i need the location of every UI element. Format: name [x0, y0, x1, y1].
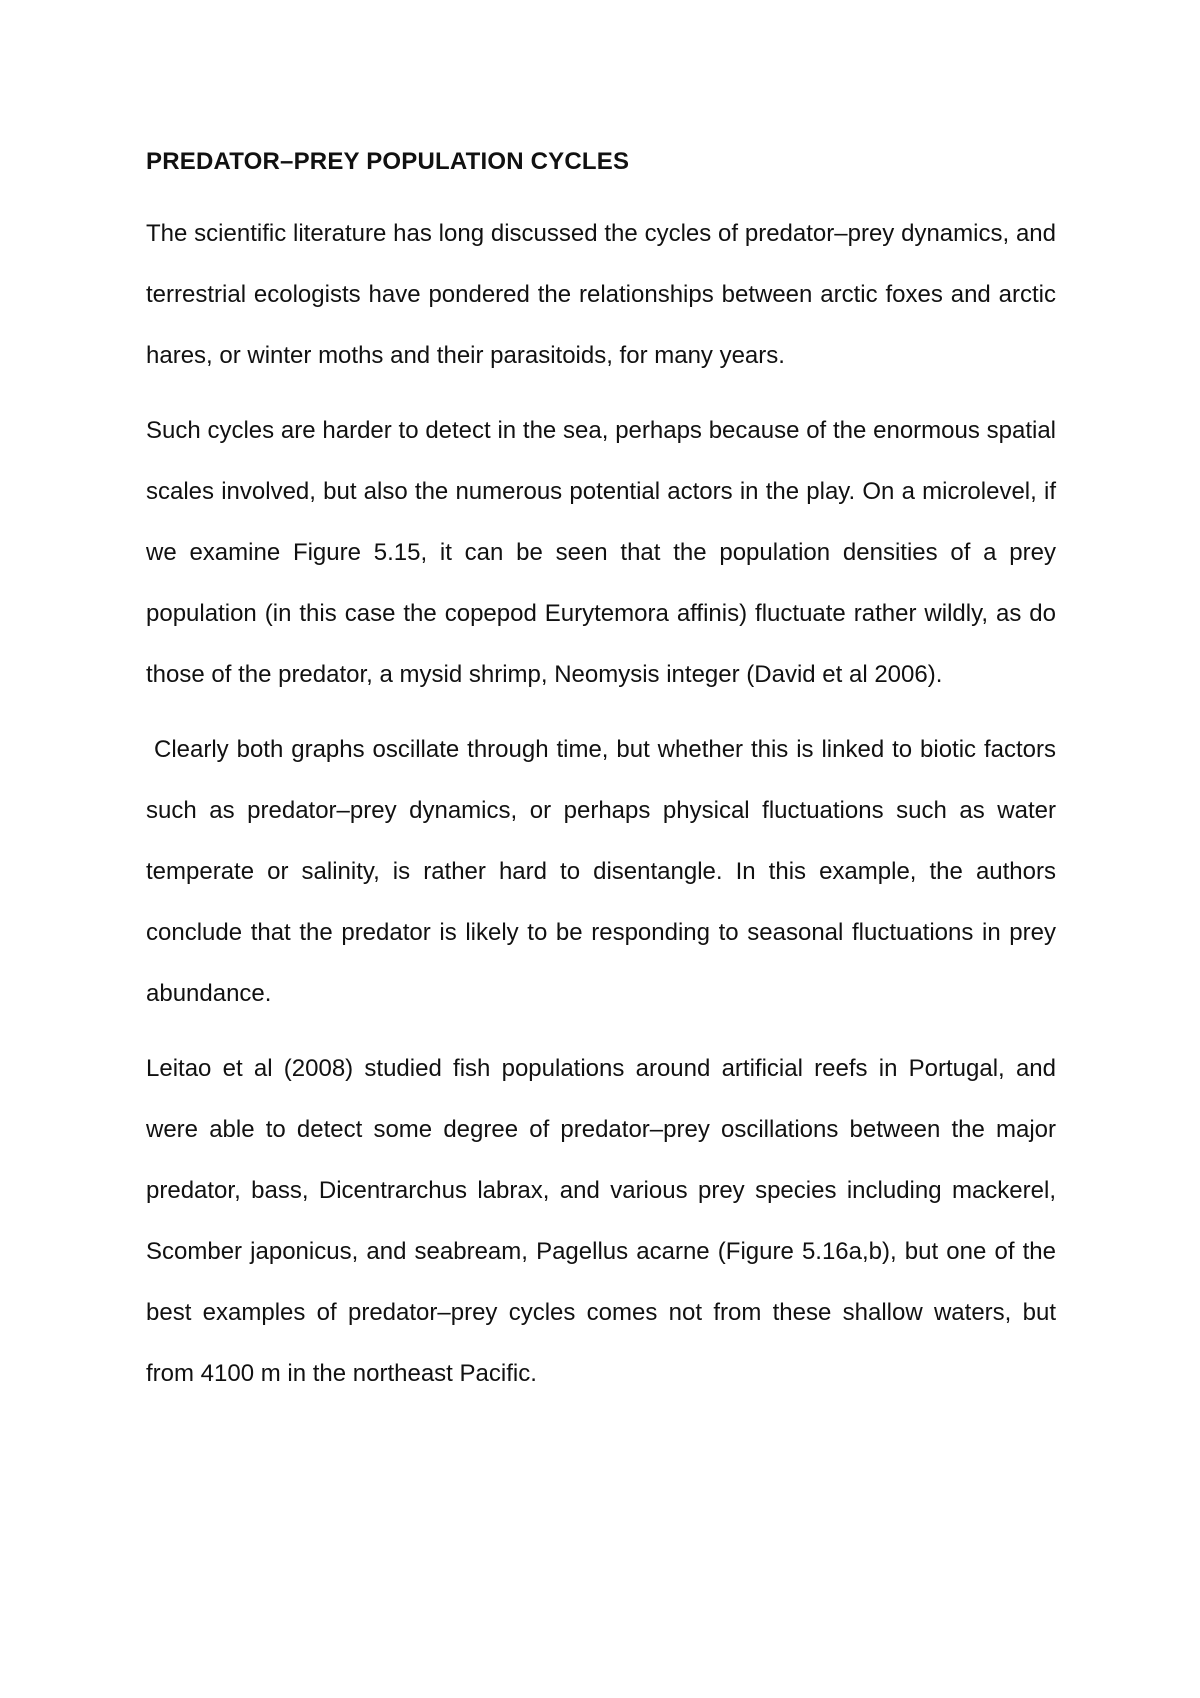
document-title: PREDATOR–PREY POPULATION CYCLES [146, 148, 630, 175]
paragraph-1: The scientific literature has long discussed the cycles of predator–prey dynamics, and terrestrial ecologists have pondered the relationships between arctic foxes and arctic hares, or winter moths and their parasitoids, for many years. [146, 220, 1056, 369]
paragraph-2: Such cycles are harder to detect in the sea, perhaps because of the enormous spatial scales involved, but also the numerous potential actors in the play. On a microlevel, if we examine Figure 5.15, it can be seen that the population densities of a prey population (in this case the copepod Eurytemora affinis) fluctuate rather wildly, as do those of the predator, a mysid shrimp, Neomysis integer (David et al 2006). [146, 417, 1056, 688]
paragraph-4: Leitao et al (2008) studied fish populations around artificial reefs in Portugal, and were able to detect some degree of predator–prey oscillations between the major predator, bass, Dicentrarchus labrax, and various prey species including mackerel, Scomber japonicus, and seabream, Pagellus acarne (Figure 5.16a,b), but one of the best examples of predator–prey cycles comes not from these shallow waters, but from 4100 m in the northeast Pacific. [146, 1055, 1056, 1387]
document-body [146, 144, 1056, 1404]
paragraph-3: Clearly both graphs oscillate through time, but whether this is linked to biotic factors such as predator–prey dynamics, or perhaps physical fluctuations such as water temperate or salinity, is rather hard to disentangle. In this example, the authors conclude that the predator is likely to be responding to seasonal fluctuations in prey abundance. [146, 736, 1056, 1007]
